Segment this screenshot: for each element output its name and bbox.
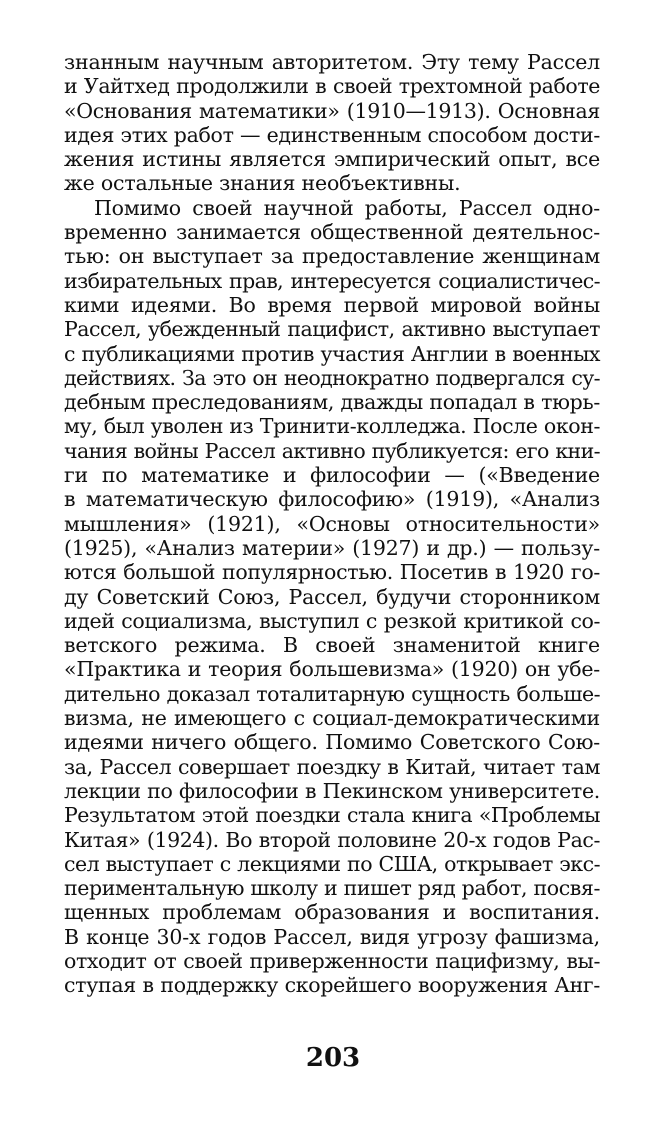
text-line: отходит от своей приверженности пацифизму, вы-	[64, 948, 600, 973]
text-line: тью: он выступает за предоставление женщинам	[64, 244, 600, 269]
text-line: кими идеями. Во время первой мировой войны	[64, 292, 600, 317]
text-line: мышления» (1921), «Основы относительности»	[64, 511, 600, 536]
text-line: Рассел, убежденный пацифист, активно выступает	[64, 317, 600, 342]
text-line: ги по математике и философии — («Введение	[64, 463, 600, 488]
text-line: за, Рассел совершает поездку в Китай, читает там	[64, 754, 600, 779]
text-line: «Основания математики» (1910—1913). Основная	[64, 98, 600, 123]
text-line: ются большой популярностью. Посетив в 1920 го-	[64, 560, 600, 585]
text-line: жения истины является эмпирический опыт, все	[64, 147, 600, 172]
text-line: чания войны Рассел активно публикуется: его кни-	[64, 438, 600, 463]
text-line: сел выступает с лекциями по США, открывает экс-	[64, 851, 600, 876]
text-line: идеями ничего общего. Помимо Советского Сою-	[64, 730, 600, 755]
text-line: щенных проблемам образования и воспитания.	[64, 900, 600, 925]
paragraph-2	[64, 196, 600, 998]
text-line: в математическую философию» (1919), «Анализ	[64, 487, 600, 512]
text-line: знанным научным авторитетом. Эту тему Рассел	[64, 50, 600, 74]
text-line: Помимо своей научной работы, Рассел одно-	[94, 195, 600, 220]
text-line: му, был уволен из Тринити-колледжа. После окон-	[64, 414, 600, 439]
text-line: ветского режима. В своей знаменитой книге	[64, 633, 600, 658]
text-line: дебным преследованиям, дважды попадал в тюрь-	[64, 390, 600, 415]
text-line: ступая в поддержку скорейшего вооружения Анг-	[64, 973, 600, 998]
text-line: лекции по философии в Пекинском университете.	[64, 778, 600, 803]
text-line: (1925), «Анализ материи» (1927) и др.) — пользу-	[64, 535, 600, 560]
body-text	[64, 50, 600, 998]
paragraph-1	[64, 50, 600, 196]
text-line: «Практика и теория большевизма» (1920) он убе-	[64, 657, 600, 682]
text-line: избирательных прав, интересуется социалистичес-	[64, 268, 600, 293]
text-line: и Уайтхед продолжили в своей трехтомной работе	[64, 74, 600, 99]
text-line: же остальные знания необъективны.	[64, 171, 461, 196]
text-line: дительно доказал тоталитарную сущность больше-	[64, 681, 600, 706]
text-line: Результатом этой поездки стала книга «Проблемы	[64, 803, 600, 828]
text-line: периментальную школу и пишет ряд работ, посвя-	[64, 876, 600, 901]
text-line: ду Советский Союз, Рассел, будучи сторонником	[64, 584, 600, 609]
text-line: идея этих работ — единственным способом дости-	[64, 122, 600, 147]
text-line: идей социализма, выступил с резкой критикой со-	[64, 608, 600, 633]
text-line: В конце 30-х годов Рассел, видя угрозу фашизма,	[64, 924, 600, 949]
text-line: действиях. За это он неоднократно подвергался су-	[64, 365, 600, 390]
page-number: 203	[305, 1043, 361, 1073]
text-line: с публикациями против участия Англии в военных	[64, 341, 600, 366]
text-line: временно занимается общественной деятельнос-	[64, 220, 600, 245]
text-line: визма, не имеющего с социал-демократическими	[64, 706, 600, 731]
text-line: Китая» (1924). Во второй половине 20-х годов Рас-	[64, 827, 600, 852]
